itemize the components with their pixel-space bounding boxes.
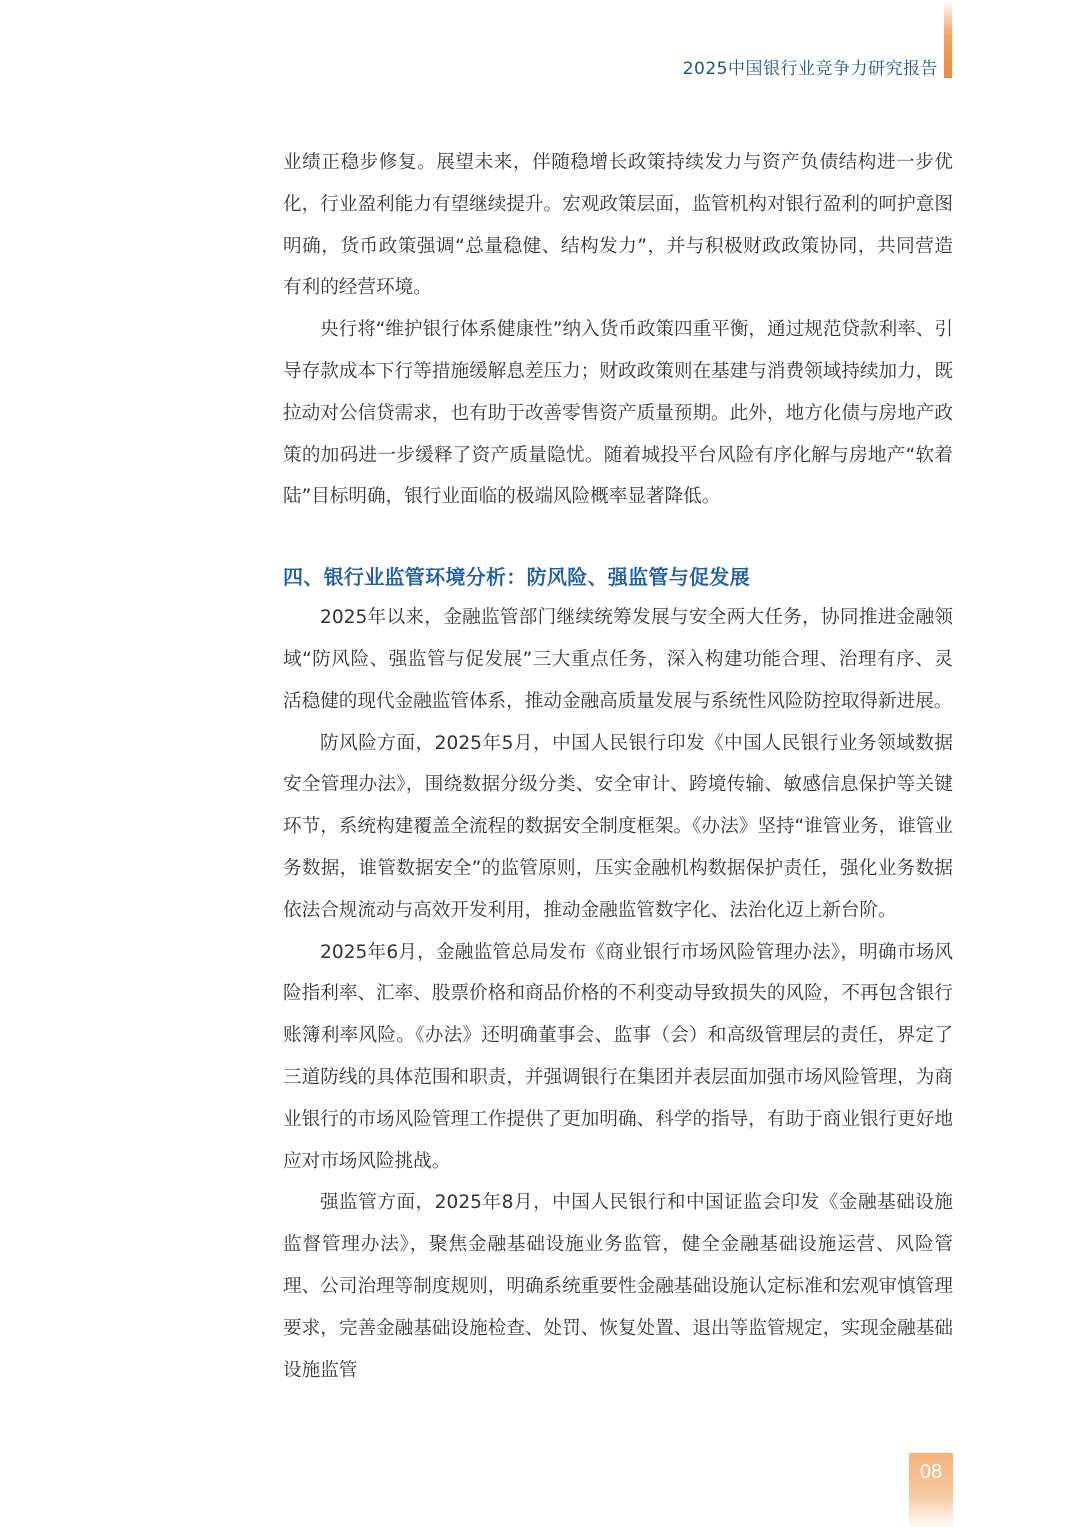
paragraph-continued: 业绩正稳步修复。展望未来，伴随稳增长政策持续发力与资产负债结构进一步优化，行业盈利能力有望继续提升。宏观政策层面，监管机构对银行盈利的呵护意图明确，货币政策强调“总量稳健、结构发力”，并与积极财政政策协同，共同营造有利的经营环境。: [283, 152, 953, 299]
paragraph: 2025年以来，金融监管部门继续统筹发展与安全两大任务，协同推进金融领域“防风险、强监管与促发展”三大重点任务，深入构建功能合理、治理有序、灵活稳健的现代金融监管体系，推动金融高质量发展与系统性风险防控取得新进展。: [283, 607, 953, 712]
page-number: 08: [919, 1461, 943, 1483]
paragraph: 防风险方面，2025年5月，中国人民银行印发《中国人民银行业务领域数据安全管理办法》，围绕数据分级分类、安全审计、跨境传输、敏感信息保护等关键环节，系统构建覆盖全流程的数据安全制度框架。《办法》坚持“谁管业务，谁管业务数据，谁管数据安全”的监管原则，压实金融机构数据保护责任，强化业务数据依法合规流动与高效开发利用，推动金融监管数字化、法治化迈上新台阶。: [283, 732, 953, 921]
header-accent-bar: [944, 0, 952, 78]
page-number-tab: [909, 1453, 953, 1527]
section-heading: 四、银行业监管环境分析：防风险、强监管与促发展: [283, 565, 750, 590]
paragraph: 强监管方面，2025年8月，中国人民银行和中国证监会印发《金融基础设施监督管理办法》，聚焦金融基础设施业务监管，健全金融基础设施运营、风险管理、公司治理等制度规则，明确系统重要性金融基础设施认定标准和宏观审慎管理要求，完善金融基础设施检查、处罚、恢复处置、退出等监管规定，实现金融基础设施监管: [283, 1192, 953, 1381]
paragraph: 2025年6月，金融监管总局发布《商业银行市场风险管理办法》，明确市场风险指利率、汇率、股票价格和商品价格的不利变动导致损失的风险，不再包含银行账簿利率风险。《办法》还明确董事会、监事（会）和高级管理层的责任，界定了三道防线的具体范围和职责，并强调银行在集团并表层面加强市场风险管理，为商业银行的市场风险管理工作提供了更加明确、科学的指导，有助于商业银行更好地应对市场风险挑战。: [283, 941, 953, 1172]
paragraph: 央行将“维护银行体系健康性”纳入货币政策四重平衡，通过规范贷款利率、引导存款成本下行等措施缓解息差压力；财政政策则在基建与消费领域持续加力，既拉动对公信贷需求，也有助于改善零售资产质量预期。此外，地方化债与房地产政策的加码进一步缓释了资产质量隐忧。随着城投平台风险有序化解与房地产“软着陆”目标明确，银行业面临的极端风险概率显著降低。: [283, 319, 953, 508]
document-body: [283, 142, 953, 1391]
report-title: 2025中国银行业竞争力研究报告: [682, 59, 938, 79]
